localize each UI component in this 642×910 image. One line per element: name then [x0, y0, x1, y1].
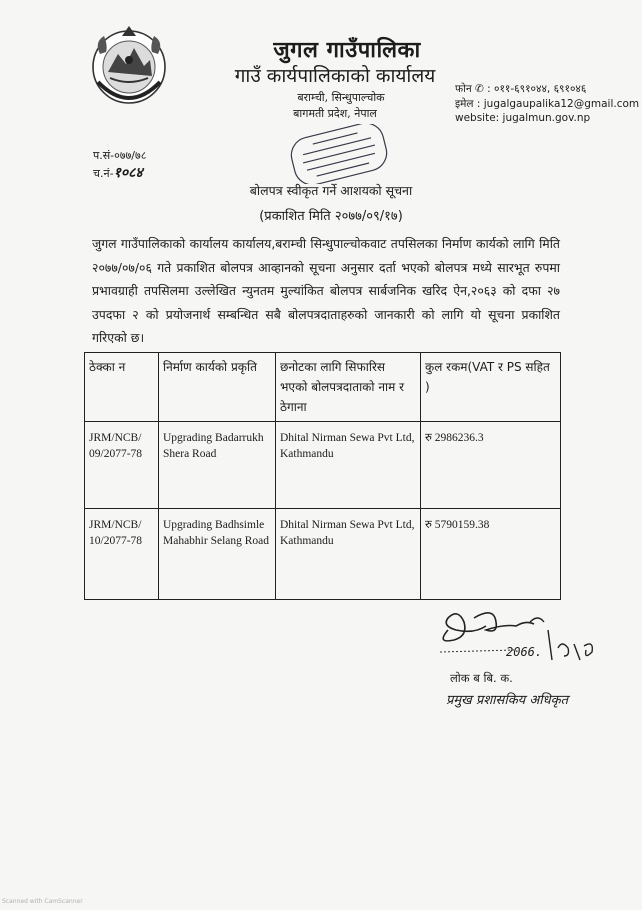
dispatch-number: १०८४	[113, 165, 143, 181]
dispatch-label: च.नं-	[93, 167, 114, 180]
scanner-watermark: Scanned with CamScanner	[2, 898, 83, 905]
header-amount: कुल रकम(VAT र PS सहित )	[421, 353, 561, 422]
email-text: इमेल : jugalgaupalika12@gmail.com	[455, 98, 640, 110]
header-contract-no: ठेक्का न	[85, 353, 159, 422]
dispatch-ref	[93, 163, 143, 182]
signatory-position: प्रमुख प्रशासकिय अधिकृत	[446, 693, 569, 708]
amount-cell: रु 2986236.3	[421, 422, 561, 509]
published-date: (प्रकाशित मिति २०७७/०९/१७)	[259, 209, 403, 224]
contract-no-cell: JRM/NCB/ 09/2077-78	[85, 422, 159, 509]
notice-subject: बोलपत्र स्वीकृत गर्ने आशयको सूचना	[249, 183, 413, 198]
fiscal-year-ref: प.सं-०७७/७८	[93, 149, 147, 162]
phone-text: फोन ✆ : ०११-६९१०४४, ६९१०४६	[455, 83, 587, 95]
address-line2: बागमती प्रदेश, नेपाल	[293, 107, 377, 120]
address-line1: बराम्ची, सिन्धुपाल्चोक	[297, 91, 385, 104]
org-name: जुगल गाउँपालिका	[273, 37, 421, 63]
contract-no-cell: JRM/NCB/ 10/2077-78	[85, 509, 159, 600]
work-cell: Upgrading Badarrukh Shera Road	[159, 422, 276, 509]
signature-image	[434, 600, 604, 672]
work-cell: Upgrading Badhsimle Mahabhir Selang Road	[159, 509, 276, 600]
bidder-cell: Dhital Nirman Sewa Pvt Ltd, Kathmandu	[276, 422, 421, 509]
header-bidder: छनोटका लागि सिफारिस भएको बोलपत्रदाताको नाम र ठेगाना	[276, 353, 421, 422]
table-row	[85, 509, 561, 600]
svg-text:2066.: 2066.	[506, 645, 543, 659]
header-work-type: निर्माण कार्यको प्रकृति	[159, 353, 276, 422]
signatory-title: लोक ब बि. क.	[450, 671, 513, 685]
notice-body: जुगल गाउँपालिकाको कार्यालय कार्यालय,बराम्ची सिन्धुपाल्चोकवाट तपसिलका निर्माण कार्यको लागि मिति २०७७/०७/०६ गते प्रकाशित बोलपत्र आव्हानको सूचना अनुसार दर्ता भएको बोलपत्र मध्ये सारभूत रुपमा प्रभावग्राही तपसिलमा उल्लेखित न्युनतम मुल्यांकित बोलपत्र सार्बजनिक खरिद ऐन,२०६३ को दफा २७ उपदफा २ को प्रयोजनार्थ सम्बन्धित सबै बोलपत्रदाताहरुको जानकारी को लागि यो सूचना प्रकाशित गरिएको छ।	[92, 236, 560, 346]
table-row	[85, 422, 561, 509]
office-name: गाउँ कार्यपालिकाको कार्यालय	[234, 65, 436, 87]
bidder-cell: Dhital Nirman Sewa Pvt Ltd, Kathmandu	[276, 509, 421, 600]
amount-cell: रु 5790159.38	[421, 509, 561, 600]
website-text: website: jugalmun.gov.np	[455, 112, 591, 124]
office-stamp	[286, 124, 392, 184]
bid-table	[84, 352, 561, 600]
table-header-row	[85, 353, 561, 422]
